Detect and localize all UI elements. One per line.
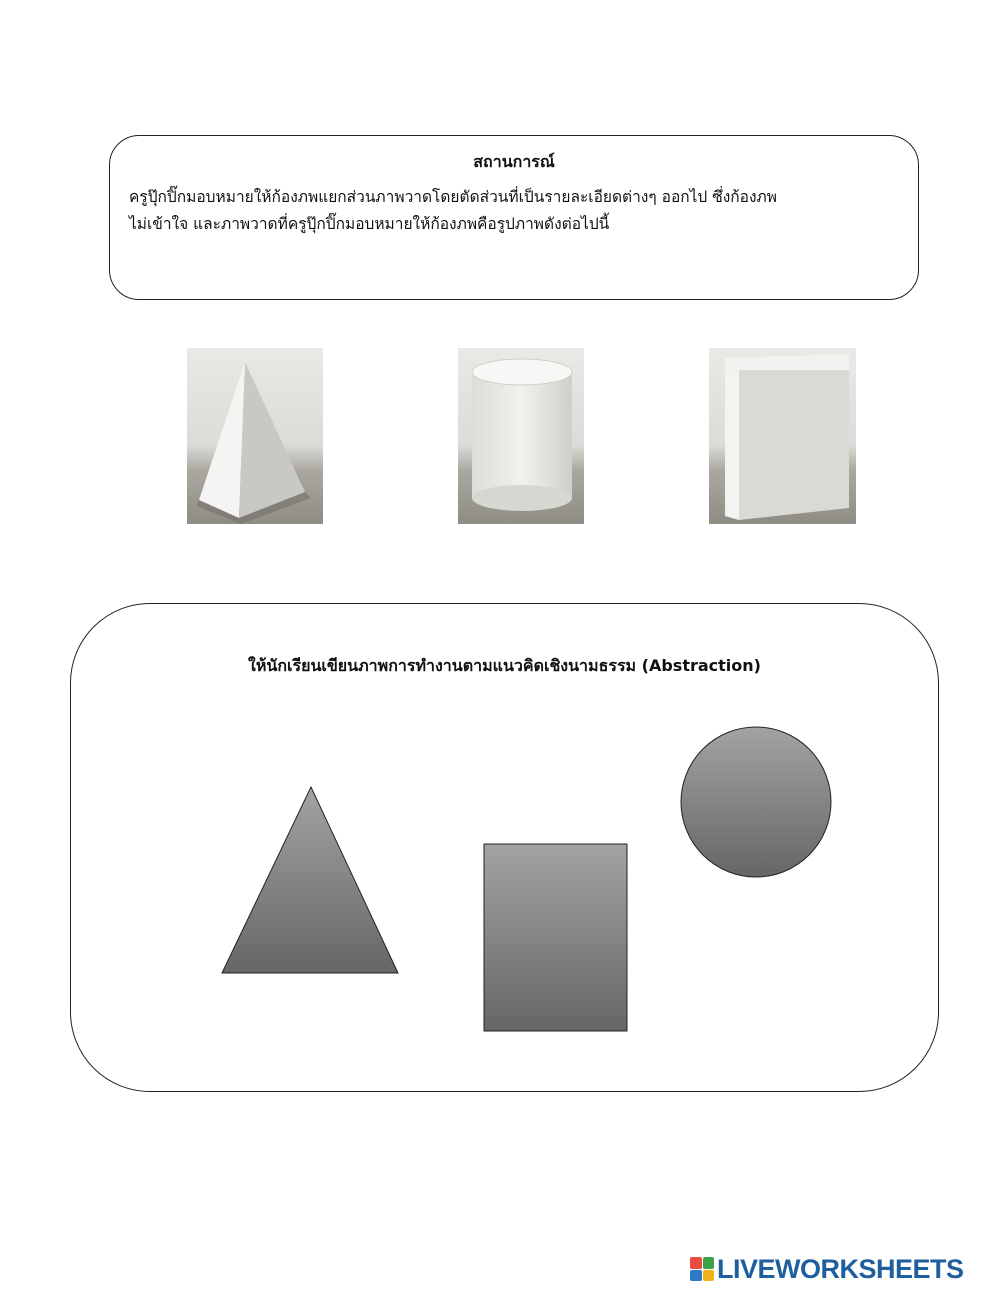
scenario-line-1: ครูปุ๊กปิ๊กมอบหมายให้ก้องภพแยกส่วนภาพวาดโดยตัดส่วนที่เป็นรายละเอียดต่างๆ ออกไป ซึ่งก้องภพ xyxy=(129,188,777,206)
scenario-line-2: ไม่เข้าใจ และภาพวาดที่ครูปุ๊กปิ๊กมอบหมายให้ก้องภพคือรูปภาพดังต่อไปนี้ xyxy=(129,215,610,233)
circle-shape xyxy=(681,727,831,877)
liveworksheets-logo-icon xyxy=(690,1257,714,1281)
liveworksheets-brand xyxy=(690,1252,990,1286)
scenario-title: สถานการณ์ xyxy=(473,152,555,171)
task-title: ให้นักเรียนเขียนภาพการทำงานตามแนวคิดเชิงนามธรรม (Abstraction) xyxy=(248,656,761,675)
triangle-shape xyxy=(222,787,398,973)
rectangle-shape xyxy=(484,844,627,1031)
brand-name: LIVEWORKSHEETS xyxy=(717,1253,964,1284)
